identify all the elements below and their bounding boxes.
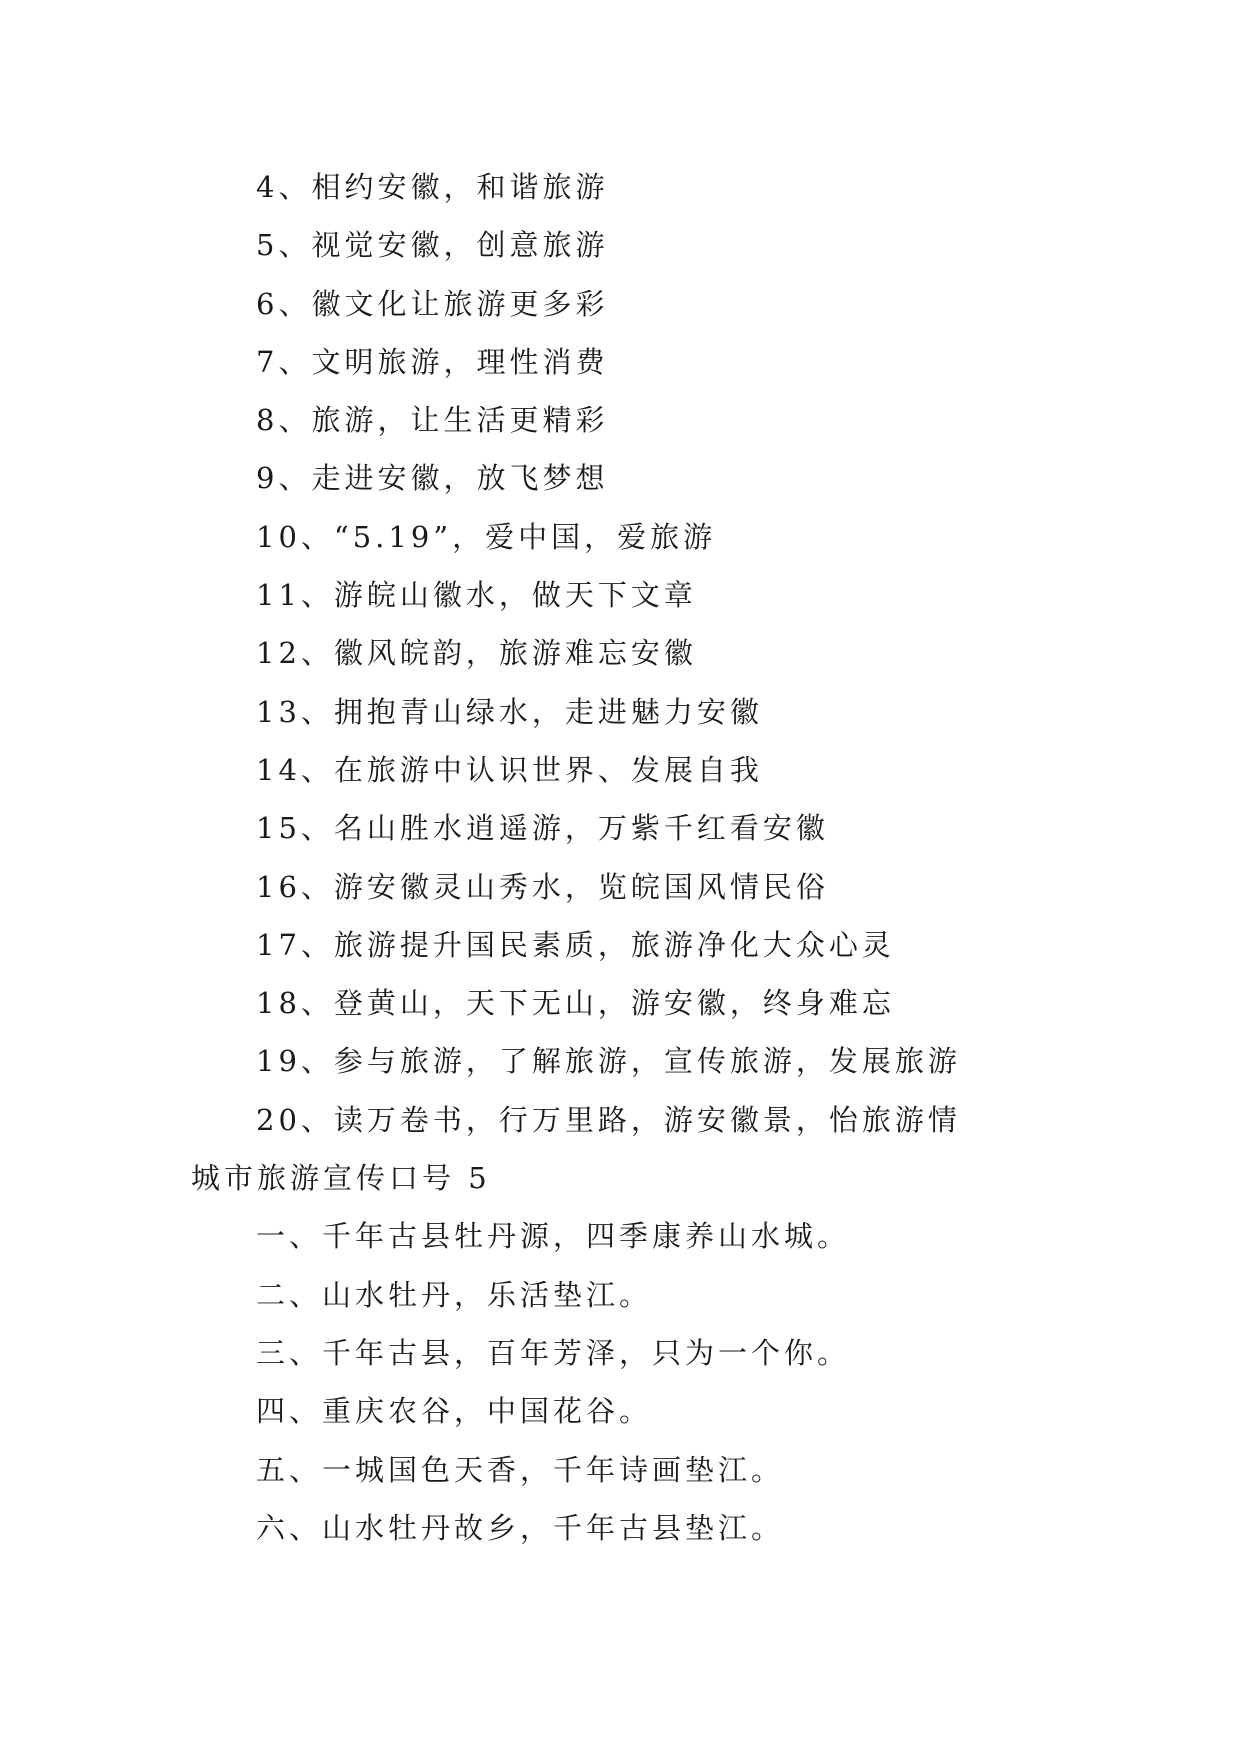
- section-heading: 城市旅游宣传口号 5: [191, 1161, 491, 1196]
- slogan-line: 17、旅游提升国民素质，旅游净化大众心灵: [256, 927, 895, 962]
- slogan-line: 一、千年古县牡丹源，四季康养山水城。: [256, 1219, 851, 1254]
- slogan-line: 二、山水牡丹，乐活垫江。: [256, 1277, 653, 1312]
- slogan-line: 6、徽文化让旅游更多彩: [256, 286, 609, 321]
- slogan-line: 9、走进安徽，放飞梦想: [256, 461, 609, 496]
- slogan-line: 五、一城国色天香，千年诗画垫江。: [256, 1452, 785, 1487]
- slogan-line: 18、登黄山，天下无山，游安徽，终身难忘: [256, 986, 895, 1021]
- slogan-line: 8、旅游，让生活更精彩: [256, 403, 609, 438]
- slogan-line: 10、“5.19”，爱中国，爱旅游: [256, 519, 717, 554]
- slogan-line: 4、相约安徽，和谐旅游: [256, 170, 609, 204]
- slogan-line: 16、游安徽灵山秀水，览皖国风情民俗: [256, 869, 829, 904]
- slogan-line: 12、徽风皖韵，旅游难忘安徽: [256, 636, 697, 671]
- slogan-line: 14、在旅游中认识世界、发展自我: [256, 752, 763, 787]
- slogan-line: 三、千年古县，百年芳泽，只为一个你。: [256, 1335, 851, 1370]
- document-body: [191, 158, 1051, 1557]
- slogan-line: 20、读万卷书，行万里路，游安徽景，怡旅游情: [256, 1102, 961, 1137]
- slogan-line: 5、视觉安徽，创意旅游: [256, 228, 609, 263]
- slogan-line: 15、名山胜水逍遥游，万紫千红看安徽: [256, 811, 829, 846]
- slogan-line: 7、文明旅游，理性消费: [256, 344, 609, 379]
- slogan-line: 四、重庆农谷，中国花谷。: [256, 1394, 653, 1429]
- slogan-line: 11、游皖山徽水，做天下文章: [256, 578, 697, 613]
- slogan-line: 六、山水牡丹故乡，千年古县垫江。: [256, 1510, 785, 1545]
- slogan-line: 19、参与旅游，了解旅游，宣传旅游，发展旅游: [256, 1044, 961, 1079]
- slogan-line: 13、拥抱青山绿水，走进魅力安徽: [256, 694, 763, 729]
